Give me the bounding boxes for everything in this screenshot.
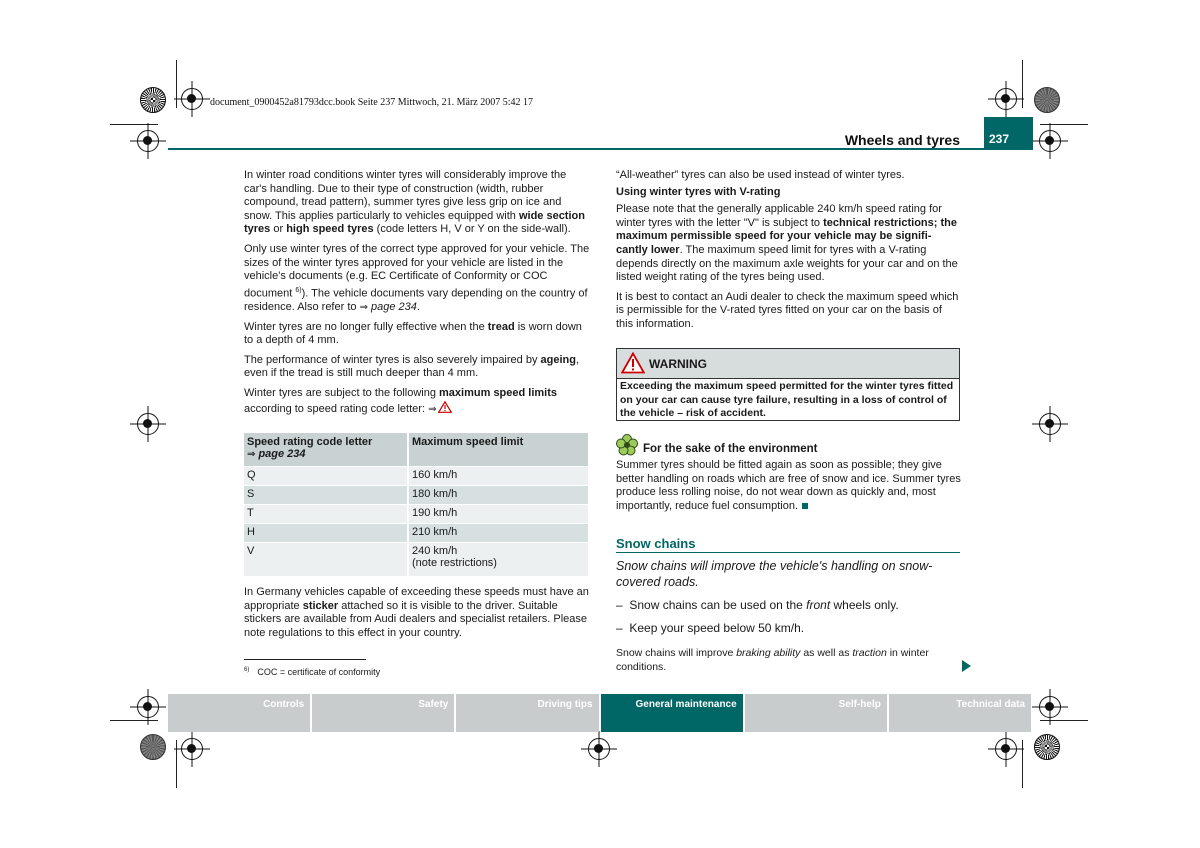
warning-header [617,349,959,379]
tab-general-maintenance[interactable]: General maintenance [601,694,743,732]
page-link[interactable]: page 234 [258,448,306,460]
footnote: $^{6)}$ COC = certificate of conformity [244,667,381,677]
left-column [244,169,590,422]
table-row: V 240 km/h (note restrictions) [244,542,588,576]
end-square-icon [802,503,808,509]
star-target-icon [140,87,166,113]
tab-safety[interactable]: Safety [312,694,454,732]
environment-flower-icon [615,433,639,457]
paragraph: “All-weather” tyres can also be used instead of winter tyres. [616,169,905,181]
registration-mark-icon [1039,413,1061,435]
tab-controls[interactable]: Controls [168,694,310,732]
footnote-rule [244,659,366,660]
section-rule [616,552,960,553]
tab-driving-tips[interactable]: Driving tips [456,694,598,732]
gray-target-icon [140,734,166,760]
arrow-icon: ⇒ [359,302,368,313]
list-item: – Snow chains can be used on the front wheels only. [616,598,899,612]
arrow-icon: ⇒ [428,403,437,415]
list-item: – Keep your speed below 50 km/h. [616,621,805,635]
page-link[interactable]: page 234 [371,301,417,313]
paragraph: In winter road conditions winter tyres will considerably improve the car's handling. Due to their type of construction (width, rubber compound, tread pattern), summer tyres give less grip on ice and snow. This applies particularly to vehicles equipped with wide section tyres or high speed tyres (code letters H, V or Y on the side-wall). [244,169,585,236]
paragraph: Please note that the generally applicable 240 km/h speed rating for winter tyres with the letter "V" is subject to technical restrictions; the maximum permissible speed for your vehicle may be signifi-cantly lower. The maximum speed limit for tyres with a V-rating depends directly on the maximum axle weights for your car and on the listed weight rating of the tyres being used. [616,203,958,284]
arrow-icon: ⇒ [247,449,256,460]
left-column-bottom [244,586,590,646]
registration-mark-icon [137,413,159,435]
section-lead: Snow chains will improve the vehicle's handling on snow-covered roads. [616,559,933,589]
star-target-icon [1034,734,1060,760]
table-row: Q 160 km/h [244,466,588,485]
right-column [616,169,962,338]
paragraph: It is best to contact an Audi dealer to check the maximum speed which is permissible for the V-rated tyres fitted on your car on the basis of this information. [616,290,959,330]
registration-mark-icon [137,130,159,152]
page-number-box [984,117,1033,150]
table-header-row [244,433,588,466]
warning-text: Exceeding the maximum speed permitted for the winter tyres fitted on your car can cause tyre failure, resulting in a loss of control of the vehicle – risk of accident. [620,380,954,420]
table-header-cell: Speed rating code letter ⇒ page 234 [244,433,408,466]
paragraph: Winter tyres are no longer fully effective when the tread is worn down to a depth of 4 mm. [244,320,582,347]
table-header-cell: Maximum speed limit [408,433,588,466]
registration-mark-icon [1039,696,1061,718]
warning-triangle-icon [621,352,645,374]
subheading: Using winter tyres with V-rating [616,185,781,198]
snow-chain-bullets [616,598,964,642]
registration-mark-icon [588,738,610,760]
tab-technical-data[interactable]: Technical data [889,694,1031,732]
continue-arrow-icon[interactable] [962,660,971,672]
snow-chain-text: Snow chains will improve braking ability as well as traction in winter conditions. [616,647,929,673]
registration-mark-icon [137,696,159,718]
tab-self-help[interactable]: Self-help [745,694,887,732]
table-row: S 180 km/h [244,485,588,504]
registration-mark-icon [1039,130,1061,152]
paragraph: Only use winter tyres of the correct type approved for your vehicle. The sizes of the winter tyres approved for your vehicle are listed in the vehicle's documents (e.g. EC Certificate of Conformity or COC document $^{6)}$). The vehicle documents vary depending on the country of residence. Also refer to ⇒ page 234. [244,242,590,313]
page-number: 237 [988,132,1010,146]
page-title: Wheels and tyres [844,132,960,148]
header-rule [168,148,1031,150]
table-row: T 190 km/h [244,504,588,523]
registration-mark-icon [995,88,1017,110]
environment-text: Summer tyres should be fitted again as soon as possible; they give better handling on roads which are free of snow and ice. Summer tyres produce less rolling noise, do not wear down as quickly and, most importantly, reduce fuel consumption. [616,459,961,512]
paragraph: The performance of winter tyres is also severely impaired by ageing, even if the tread is still much deeper than 4 mm. [244,353,580,380]
warning-triangle-icon[interactable] [438,401,452,413]
registration-mark-icon [181,88,203,110]
speed-rating-table [244,433,588,576]
section-title: Snow chains [616,536,696,551]
environment-title: For the sake of the environment [643,443,818,455]
print-info: document_0900452a81793dcc.book Seite 237 Mittwoch, 21. März 2007 5:42 17 [210,97,534,108]
warning-box [616,348,960,421]
footnote-ref: 6) [295,286,302,294]
paragraph: Winter tyres are subject to the following maximum speed limits according to speed rating code letter: ⇒ [244,386,558,415]
paragraph: In Germany vehicles capable of exceeding these speeds must have an appropriate sticker attached so it is visible to the driver. Suitable stickers are available from Audi dealers and specialist retailers. Please note regulations to this effect in your country. [244,586,589,639]
table-row: H 210 km/h [244,523,588,542]
registration-mark-icon [995,738,1017,760]
chapter-nav [168,694,1031,732]
registration-mark-icon [181,738,203,760]
gray-target-icon [1034,87,1060,113]
warning-label: WARNING [649,357,707,371]
